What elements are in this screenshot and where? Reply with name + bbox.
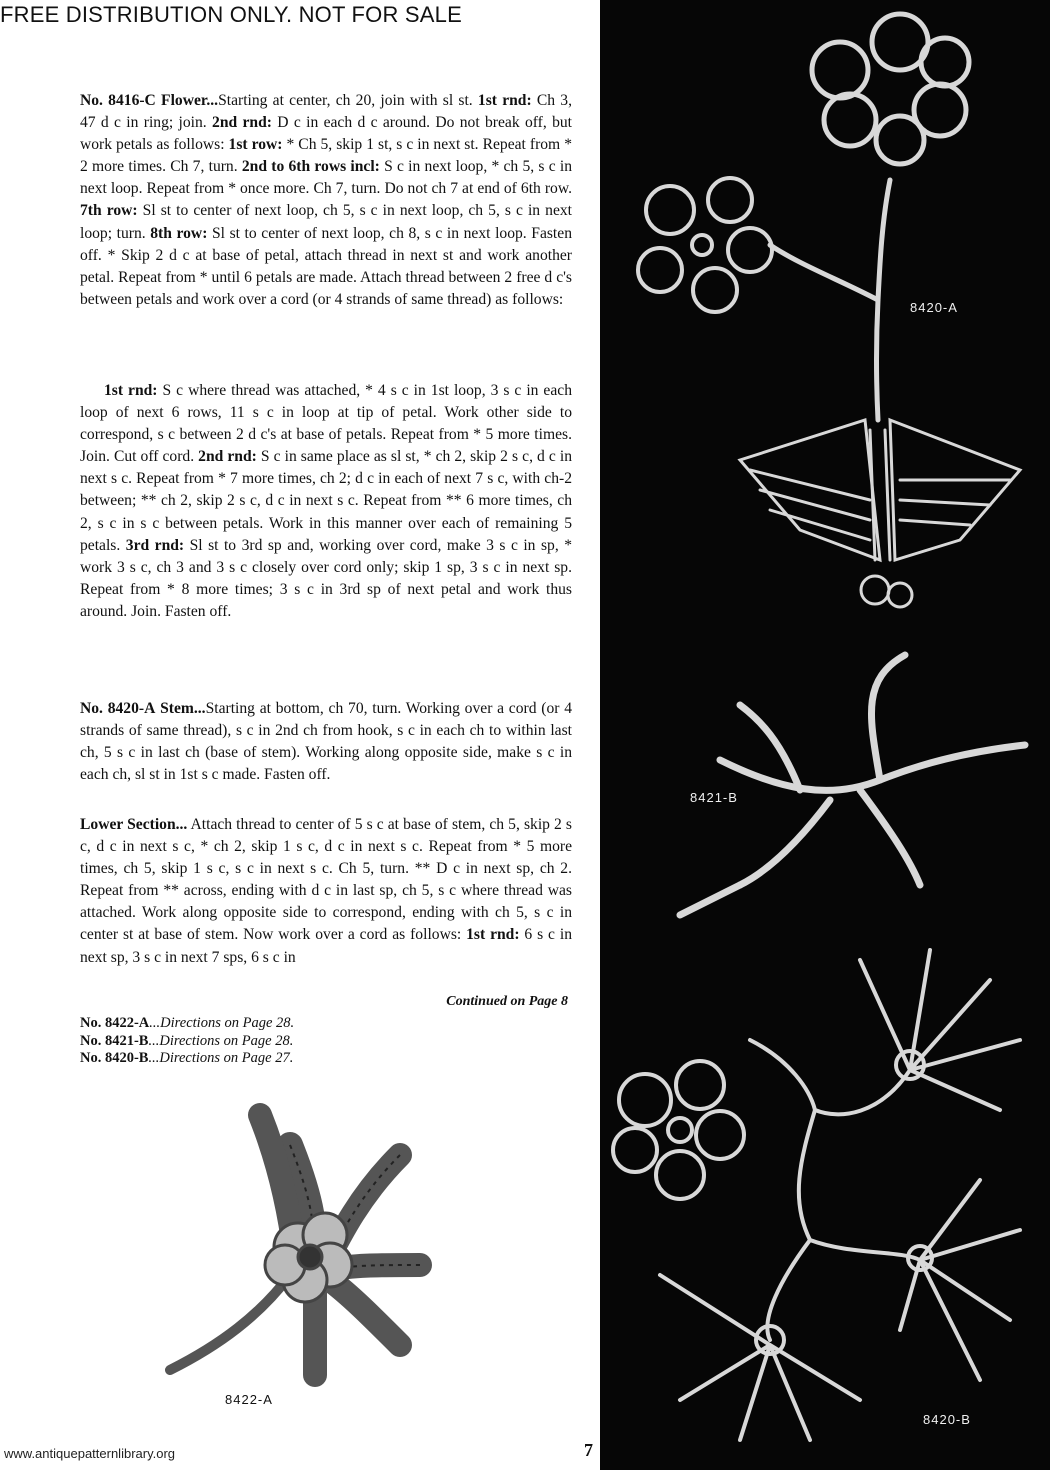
paragraph-text: No. 8420-A Stem...Starting at bottom, ch 70, turn. Working over a cord (or 4 strands of same thread), s c in 2nd ch from hook, s c in each ch to within last ch, 5 s c in last ch (base of stem). Working along opposite side, make s c in each ch, sl st in 1st s c made. Fasten off. bbox=[80, 700, 572, 784]
section-title: Lower Section... bbox=[80, 816, 188, 833]
cluster-8420b-illustration bbox=[613, 950, 1020, 1440]
branch-8421b-illustration bbox=[680, 655, 1025, 915]
label-8421b: 8421-B bbox=[690, 790, 738, 805]
distribution-banner: FREE DISTRIBUTION ONLY. NOT FOR SALE bbox=[0, 2, 462, 27]
pattern-title: Flower... bbox=[161, 92, 219, 109]
reference-line: No. 8420-B...Directions on Page 27. bbox=[80, 1050, 294, 1066]
round-label: 1st rnd: bbox=[466, 926, 520, 944]
paragraph-text: Lower Section... Attach thread to center of 5 s c at base of stem, ch 5, skip 2 s c, d c in next s c, * ch 2, skip 1 s c, d c in next s c. Repeat from * 5 more times, ch 5, skip 1 s c, s c in next s c. Ch 5, turn. ** D c in next sp, ch 2. Repeat from ** across, ending with d c in last sp, ch 5, s c where thread was attached. Work along opposite side to correspond, ending with ch 5, s c in center st at base of stem. Now work over a cord as follows: 1st rnd: 6 s c in next sp, 3 s c in next 7 sps, 6 s c in bbox=[80, 816, 572, 966]
row-label: 8th row: bbox=[150, 224, 208, 242]
lace-motif-illustrations bbox=[600, 0, 1050, 1470]
round-label: 1st rnd: bbox=[104, 382, 158, 399]
direction-references bbox=[80, 1015, 294, 1068]
pattern-number: No. 8420-A bbox=[80, 700, 156, 717]
pattern-8416c-paragraph bbox=[80, 90, 572, 311]
label-8420b: 8420-B bbox=[923, 1412, 971, 1427]
reference-line: No. 8421-B...Directions on Page 28. bbox=[80, 1032, 294, 1049]
pattern-number: No. 8416-C bbox=[80, 92, 156, 109]
reference-line: No. 8422-A...Directions on Page 28. bbox=[80, 1015, 295, 1031]
label-8422a: 8422-A bbox=[225, 1392, 273, 1407]
round-label: 3rd rnd: bbox=[125, 536, 185, 554]
row-label: 7th row: bbox=[80, 202, 138, 220]
pattern-8420a-stem-paragraph bbox=[80, 698, 572, 786]
flower-8420a-illustration bbox=[770, 14, 969, 420]
continued-note: Continued on Page 8 bbox=[446, 994, 568, 1009]
paragraph-text: No. 8416-C Flower...Starting at center, ch 20, join with sl st. 1st rnd: Ch 3, 47 d c in ring; join. 2nd rnd: D c in each d c around. Do not break off, but work petals as follows: 1st row: * Ch 5, skip 1 st, s c in next st. Repeat from * 2 more times. Ch 7, turn. 2nd to 6th rows incl: S c in next loop, * ch 5, s c in next loop. Repeat from * once more. Ch 7, turn. Do not ch 7 at end of 6th row. 7th row: Sl st to center of next loop, ch 5, s c in next loop, ch 5, s c in next loop; turn. 8th row: Sl st to center of next loop, ch 8, s c in next loop. Fasten off. * Skip 2 d c at base of petal, attach thread in next st and work another petal. Repeat from * until 6 petals are made. Attach thread between 2 free d c's between petals and work over a cord (or 4 strands of same thread) as follows: bbox=[80, 92, 573, 308]
paragraph-text: 1st rnd: S c where thread was attached, * 4 s c in 1st loop, 3 s c in each loop of next 6 rows, 11 s c in loop at tip of petal. Work other side to correspond, s c between 2 d c's at base of petals. Repeat from * 5 more times. Join. Cut off cord. 2nd rnd: S c in same place as sl st, * ch 2, skip 2 s c, d c in next s c. Repeat from * 7 more times, ch 2; d c in each of next 7 s c, with ch-2 between; ** ch 2, skip 2 s c, d c in next s c. Repeat from ** 6 more times, ch 2, s c in s c between petals. Work in this manner over each of remaining 5 petals. 3rd rnd: Sl st to 3rd sp and, working over cord, make 3 s c in sp, * work 3 s c, ch 3 and 3 s c closely over cord only; skip 1 sp, 3 s c in next sp. Repeat from * 8 more times; 3 s c in 3rd sp of next petal and work thus around. Join. Fasten off. bbox=[80, 382, 573, 620]
label-8420a: 8420-A bbox=[910, 300, 958, 315]
small-flower-illustration bbox=[638, 178, 772, 312]
motif-8422a-illustration bbox=[140, 1085, 470, 1415]
lower-section-illustration bbox=[740, 420, 1020, 607]
round-label: 2nd rnd: bbox=[212, 114, 272, 132]
pattern-title: Stem... bbox=[160, 700, 206, 717]
footer-url: www.antiquepatternlibrary.org bbox=[4, 1446, 176, 1461]
round-label: 1st rnd: bbox=[477, 92, 532, 109]
pattern-8416c-rounds-paragraph bbox=[80, 380, 572, 623]
motif-8422a-photo bbox=[140, 1085, 470, 1415]
row-label: 1st row: bbox=[228, 136, 283, 154]
lace-photo-panel bbox=[600, 0, 1050, 1470]
page-number: 7 bbox=[584, 1440, 593, 1460]
row-label: 2nd to 6th rows incl: bbox=[241, 158, 380, 176]
pattern-8420a-lower-section-paragraph bbox=[80, 814, 572, 969]
round-label: 2nd rnd: bbox=[198, 448, 257, 466]
